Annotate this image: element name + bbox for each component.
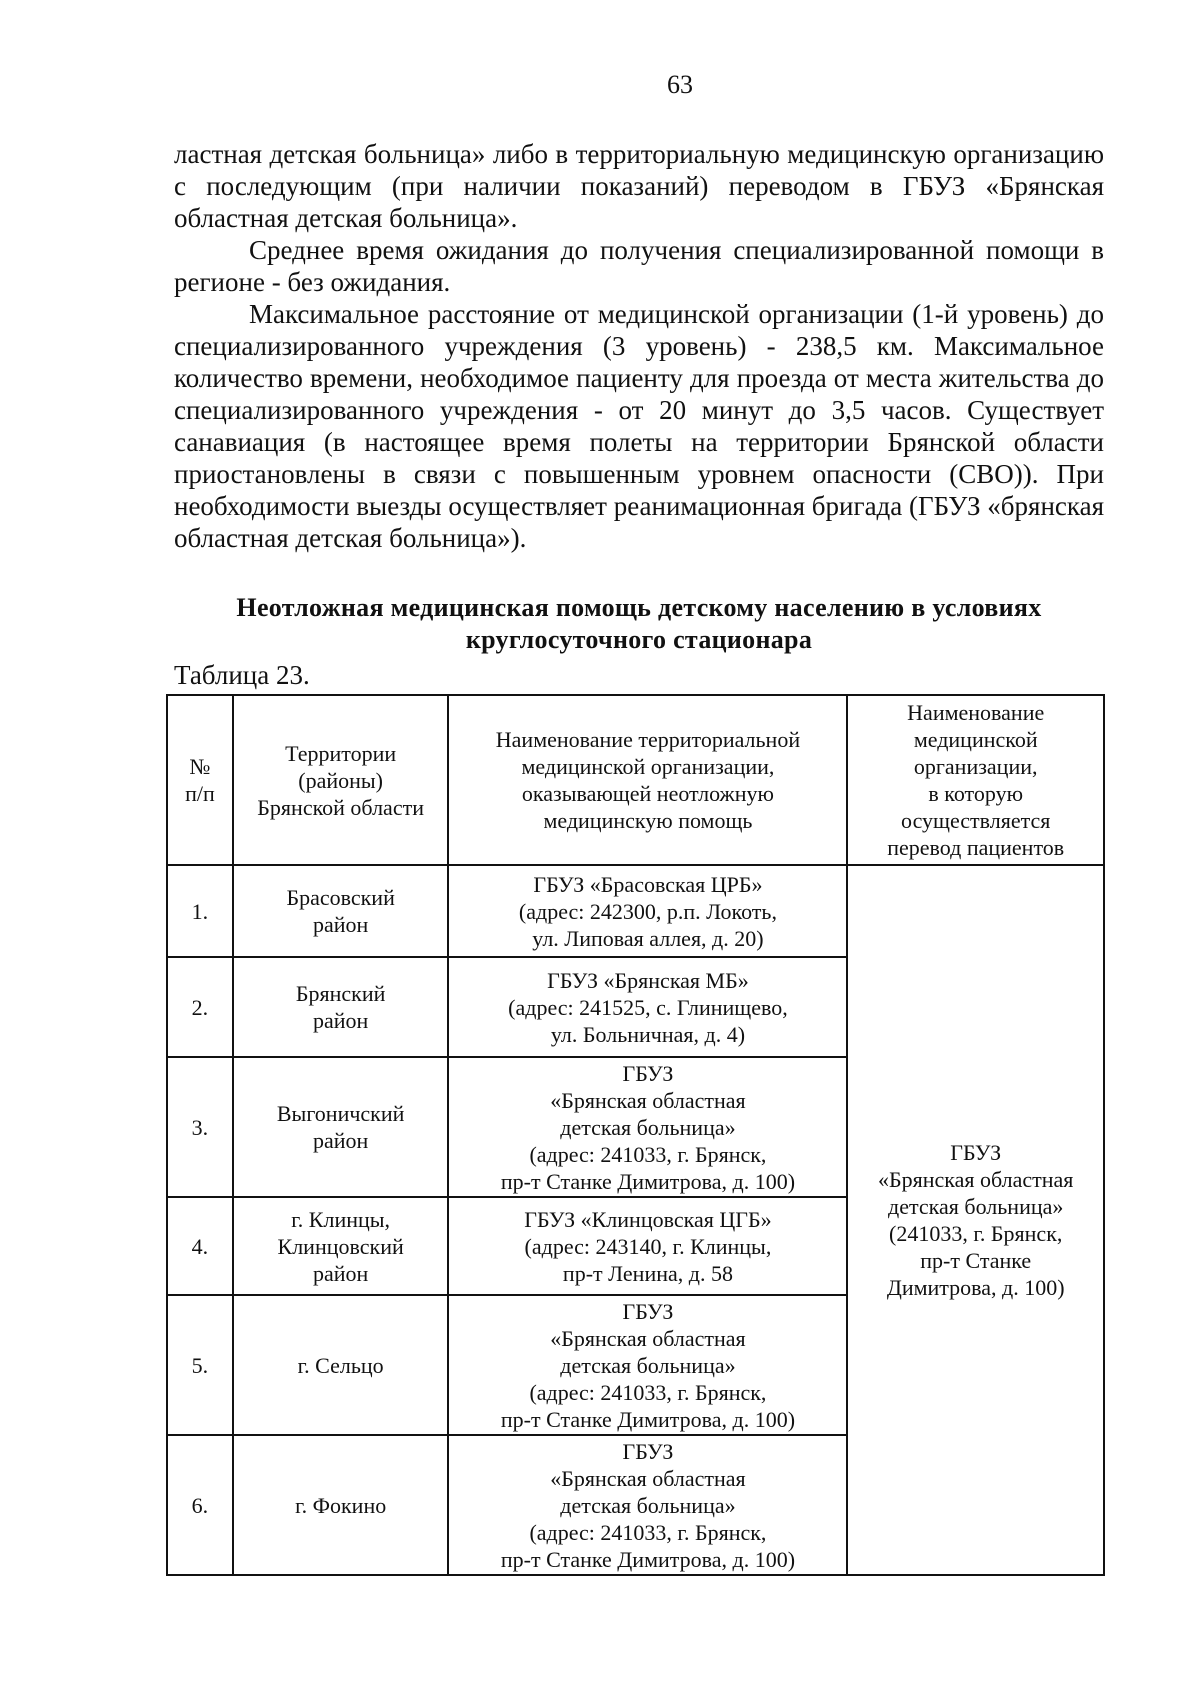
- row-territory: Брянский район: [233, 957, 449, 1057]
- row-organization: ГБУЗ «Брянская областная детская больница» (адрес: 241033, г. Брянск, пр-т Станке Димитрова, д. 100): [448, 1057, 847, 1197]
- table-caption: Таблица 23.: [174, 660, 310, 690]
- table-row: [167, 865, 1104, 957]
- page-number: 63: [667, 70, 693, 99]
- row-number: 4.: [167, 1197, 233, 1295]
- table-header-row: [167, 695, 1104, 865]
- header-transfer-org: Наименование медицинской организации, в которую осуществляется перевод пациентов: [847, 695, 1104, 865]
- row-territory: г. Сельцо: [233, 1295, 449, 1435]
- row-number: 1.: [167, 865, 233, 957]
- section-title: Неотложная медицинская помощь детскому населению в условиях круглосуточного стационара: [236, 593, 1042, 654]
- row-number: 2.: [167, 957, 233, 1057]
- hospital-table: [166, 694, 1105, 1576]
- paragraph-continuation: ластная детская больница» либо в территориальную медицинскую организацию с последующим (при наличии показаний) переводом в ГБУЗ «Брянская областная детская больница».: [174, 139, 1104, 233]
- transfer-organization: ГБУЗ «Брянская областная детская больница» (241033, г. Брянск, пр-т Станке Димитрова, д. 100): [847, 865, 1104, 1575]
- row-territory: г. Клинцы, Клинцовский район: [233, 1197, 449, 1295]
- row-organization: ГБУЗ «Брасовская ЦРБ» (адрес: 242300, р.п. Локоть, ул. Липовая аллея, д. 20): [448, 865, 847, 957]
- paragraph-max-distance: Максимальное расстояние от медицинской организации (1-й уровень) до специализированного учреждения (3 уровень) - 238,5 км. Максимальное количество времени, необходимое пациенту для проезда от места жительства до специализированного учреждения - от 20 минут до 3,5 часов. Существует санавиация (в настоящее время полеты на территории Брянской области приостановлены в связи с повышенным уровнем опасности (СВО)). При необходимости выезды осуществляет реанимационная бригада (ГБУЗ «брянская областная детская больница»).: [174, 299, 1104, 553]
- row-number: 3.: [167, 1057, 233, 1197]
- row-organization: ГБУЗ «Брянская МБ» (адрес: 241525, с. Глинищево, ул. Больничная, д. 4): [448, 957, 847, 1057]
- row-territory: г. Фокино: [233, 1435, 449, 1575]
- body-text: [174, 138, 1104, 554]
- header-organization: Наименование территориальной медицинской организации, оказывающей неотложную медицинскую помощь: [448, 695, 847, 865]
- row-organization: ГБУЗ «Брянская областная детская больница» (адрес: 241033, г. Брянск, пр-т Станке Димитрова, д. 100): [448, 1295, 847, 1435]
- row-organization: ГБУЗ «Клинцовская ЦГБ» (адрес: 243140, г. Клинцы, пр-т Ленина, д. 58: [448, 1197, 847, 1295]
- paragraph-waiting-time: Среднее время ожидания до получения специализированной помощи в регионе - без ожидания.: [174, 235, 1104, 297]
- row-territory: Брасовский район: [233, 865, 449, 957]
- header-territory: Территории (районы) Брянской области: [233, 695, 449, 865]
- row-territory: Выгоничский район: [233, 1057, 449, 1197]
- row-number: 6.: [167, 1435, 233, 1575]
- row-number: 5.: [167, 1295, 233, 1435]
- header-number: № п/п: [167, 695, 233, 865]
- row-organization: ГБУЗ «Брянская областная детская больница» (адрес: 241033, г. Брянск, пр-т Станке Димитрова, д. 100): [448, 1435, 847, 1575]
